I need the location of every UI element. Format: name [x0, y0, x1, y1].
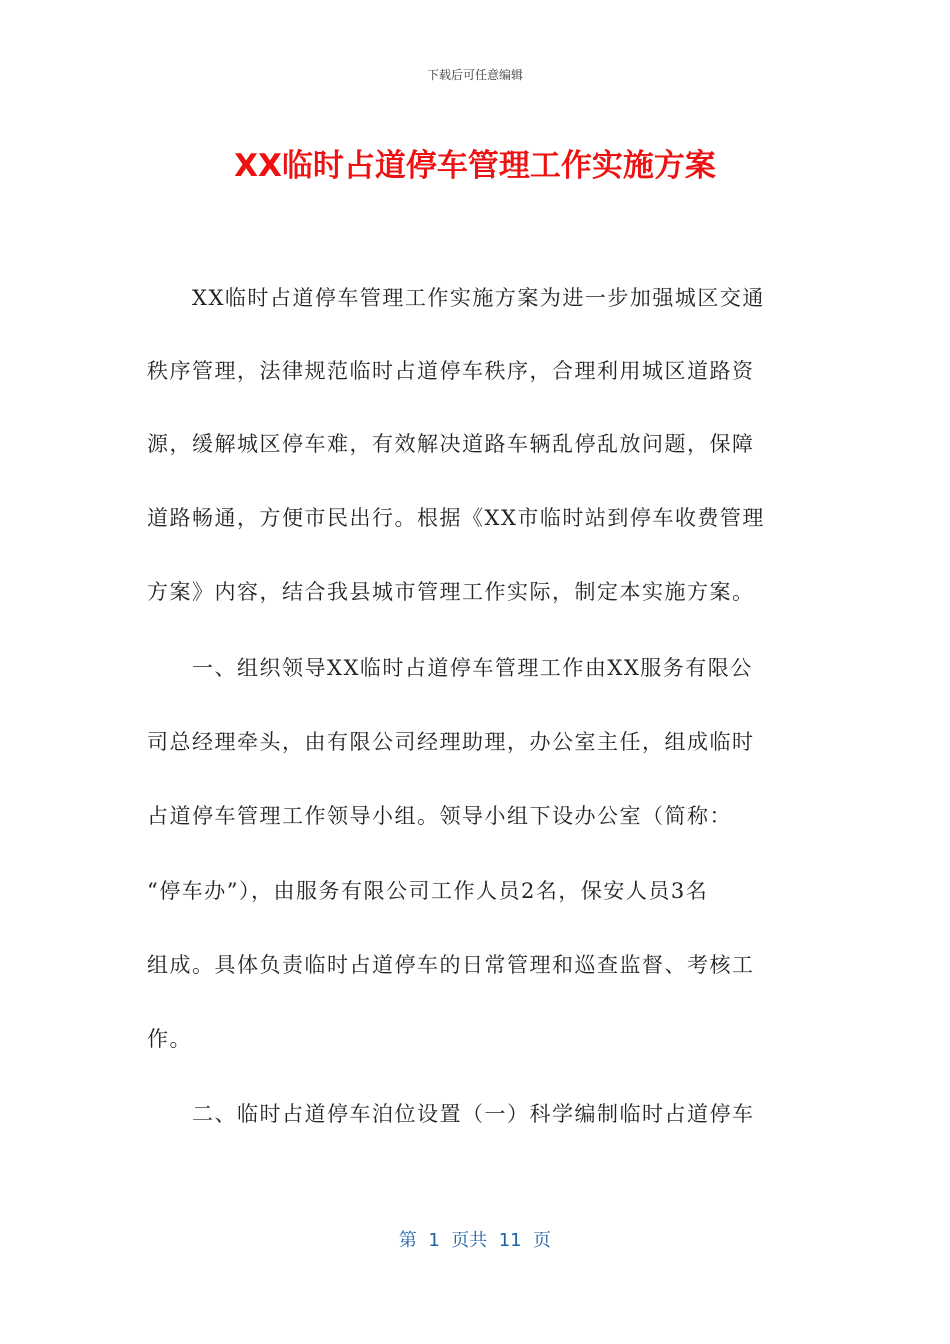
body-line-4: 道路畅通，方便市民出行。根据《XX市临时站到停车收费管理	[147, 506, 765, 530]
document-title: XX临时占道停车管理工作实施方案	[234, 148, 716, 184]
body-line-3: 源，缓解城区停车难，有效解决道路车辆乱停乱放问题，保障	[147, 432, 755, 456]
body-line-9: “停车办”），由服务有限公司工作人员2名，保安人员3名	[147, 879, 709, 903]
body-line-1: XX临时占道停车管理工作实施方案为进一步加强城区交通	[147, 286, 765, 310]
body-line-12: 二、临时占道停车泊位设置（一）科学编制临时占道停车	[147, 1102, 755, 1126]
header-note: 下载后可任意编辑	[426, 68, 523, 82]
body-line-10: 组成。具体负责临时占道停车的日常管理和巡查监督、考核工	[147, 953, 755, 977]
body-line-7: 司总经理牵头，由有限公司经理助理，办公室主任，组成临时	[147, 730, 755, 754]
body-line-8: 占道停车管理工作领导小组。领导小组下设办公室（简称：	[147, 804, 732, 828]
body-line-5: 方案》内容，结合我县城市管理工作实际，制定本实施方案。	[147, 580, 755, 604]
body-line-2: 秩序管理，法律规范临时占道停车秩序，合理利用城区道路资	[147, 359, 755, 383]
page-footer: 第 1 页共 11 页	[398, 1230, 552, 1251]
body-line-6: 一、组织领导XX临时占道停车管理工作由XX服务有限公	[147, 656, 753, 680]
body-line-11: 作。	[147, 1027, 192, 1051]
